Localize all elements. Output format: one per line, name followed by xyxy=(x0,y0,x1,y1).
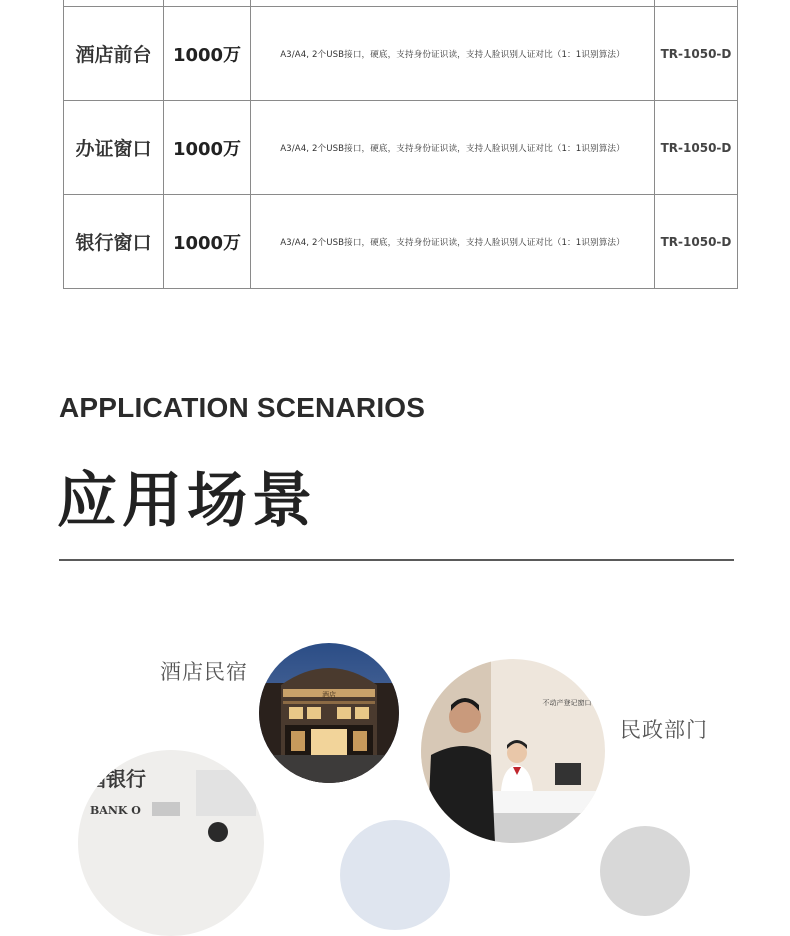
description-cell: A3/A4, 2个USB接口，硬底，支持身份证识读，支持人脸识别人证对比（1：1识别算法） xyxy=(251,7,655,101)
hotel-sign: 酒店 xyxy=(322,691,336,699)
model-cell: TR-1050-D xyxy=(655,7,738,101)
table-row xyxy=(64,101,738,195)
bank-sign-cn: 国银行 xyxy=(86,767,146,791)
section-title-en: APPLICATION SCENARIOS xyxy=(59,392,426,423)
table-row xyxy=(64,195,738,289)
spec-table xyxy=(63,0,738,289)
scenario-label-civil: 民政部门 xyxy=(620,718,708,742)
description-cell: A3/A4, 2个USB接口，硬底，支持身份证识读，支持人脸识别人证对比（1：1识别算法） xyxy=(251,195,655,289)
scene-cell: 酒店前台 xyxy=(64,7,164,101)
partial-photo xyxy=(600,826,690,916)
scene-cell: 银行窗口 xyxy=(64,195,164,289)
bank-photo xyxy=(78,750,264,936)
civil-affairs-photo xyxy=(421,659,605,843)
table-row xyxy=(64,7,738,101)
capacity-cell: 1000万 xyxy=(164,101,251,195)
hotel-photo xyxy=(259,643,399,783)
partial-photo xyxy=(340,820,450,930)
description-cell: A3/A4, 2个USB接口，硬底，支持身份证识读，支持人脸识别人证对比（1：1识别算法） xyxy=(251,101,655,195)
scenario-label-hotel: 酒店民宿 xyxy=(160,660,248,684)
capacity-cell: 1000万 xyxy=(164,7,251,101)
model-cell: TR-1050-D xyxy=(655,101,738,195)
divider xyxy=(59,559,734,561)
scene-cell: 办证窗口 xyxy=(64,101,164,195)
bank-sign-en: BANK O xyxy=(90,804,141,817)
office-sign: 不动产登记窗口 xyxy=(542,699,592,707)
section-title-cn: 应用场景 xyxy=(57,466,317,536)
capacity-cell: 1000万 xyxy=(164,195,251,289)
model-cell: TR-1050-D xyxy=(655,195,738,289)
